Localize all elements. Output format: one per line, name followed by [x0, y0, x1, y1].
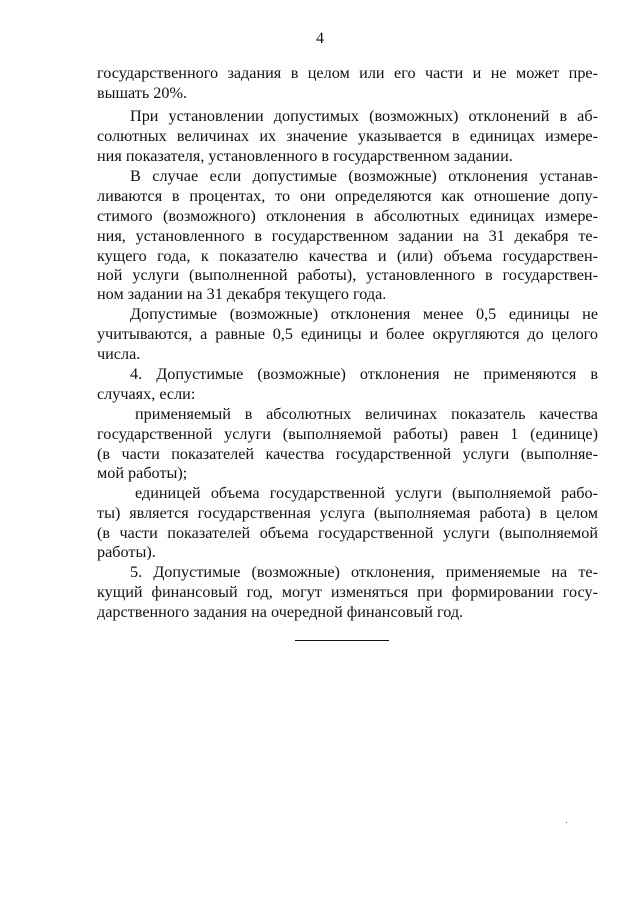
text-line: ливаются в процентах, то они определяются как отношение допу-	[97, 187, 598, 205]
text-line: (в части показателей объема государственной услуги (выполняемой	[97, 524, 598, 542]
text-line: вышать 20%.	[97, 84, 187, 102]
text-line: числа.	[97, 345, 141, 363]
text-line: В случае если допустимые (возможные) отклонения устанав-	[130, 167, 598, 185]
text-line: (в части показателей качества государственной услуги (выполняе-	[97, 445, 598, 463]
text-line: случаях, если:	[97, 385, 196, 403]
text-line: 4. Допустимые (возможные) отклонения не применяются в	[130, 365, 598, 383]
scan-speck	[566, 822, 567, 823]
text-line: солютных величинах их значение указывается в единицах измере-	[97, 127, 598, 145]
text-line: государственного задания в целом или его части и не может пре-	[97, 64, 598, 82]
page-number: 4	[316, 30, 324, 47]
text-line: ния, установленного в государственном задании на 31 декабря те-	[97, 227, 598, 245]
text-line: дарственного задания на очередной финансовый год.	[97, 603, 464, 621]
text-line: кущий финансовый год, могут изменяться при формировании госу-	[97, 583, 598, 601]
text-line: 5. Допустимые (возможные) отклонения, применяемые на те-	[130, 563, 598, 581]
text-line: учитываются, а равные 0,5 единицы и более округляются до целого	[97, 325, 598, 343]
text-line: мой работы);	[97, 464, 188, 482]
text-line: ты) является государственная услуга (выполняемая работа) в целом	[97, 504, 598, 522]
text-line: применяемый в абсолютных величинах показатель качества	[135, 405, 598, 423]
text-line: При установлении допустимых (возможных) отклонений в аб-	[130, 107, 598, 125]
text-line: государственной услуги (выполняемой работы) равен 1 (единице)	[97, 425, 598, 443]
text-line: стимого (возможного) отклонения в абсолютных единицах измере-	[97, 207, 598, 225]
text-line: ной услуги (выполненной работы), установленного в государствен-	[97, 266, 598, 284]
text-line: работы).	[97, 543, 156, 561]
closing-rule	[295, 640, 389, 641]
text-line: ном задании на 31 декабря текущего года.	[97, 285, 387, 303]
text-line: кущего года, к показателю качества и (или) объема государствен-	[97, 247, 598, 265]
text-line: Допустимые (возможные) отклонения менее 0,5 единицы не	[130, 305, 598, 323]
text-line: ния показателя, установленного в государственном задании.	[97, 147, 513, 165]
text-line: единицей объема государственной услуги (выполняемой рабо-	[135, 484, 598, 502]
